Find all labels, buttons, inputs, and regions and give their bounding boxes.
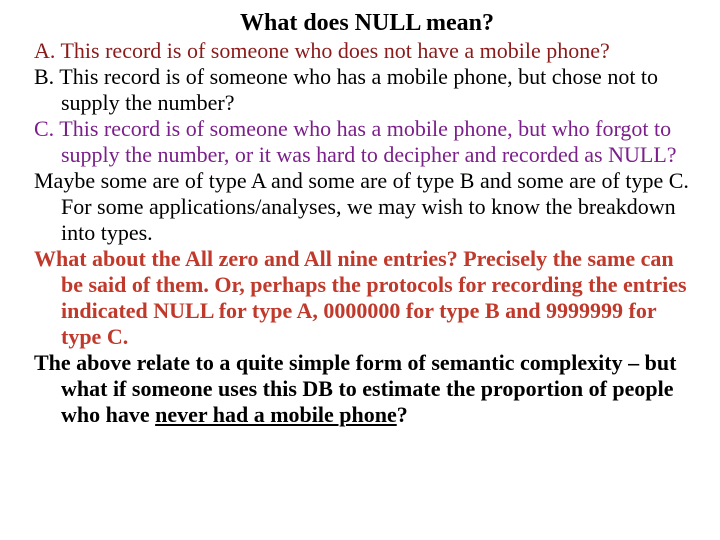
all-zero-text: What about the All zero and All nine entries? Precisely the same can be said of them. Or, perhaps the protocols for recording the entries indicated NULL for type A, 0000000 for type B and 9999999 for type C. <box>34 246 687 349</box>
above-text-after: ? <box>396 402 408 427</box>
all-zero-paragraph <box>34 246 700 350</box>
above-paragraph <box>34 350 700 428</box>
option-a-label: A. <box>34 38 56 63</box>
option-b <box>34 64 700 116</box>
option-a-text: This record is of someone who does not have a mobile phone? <box>55 38 610 63</box>
option-c-text: C. This record is of someone who has a mobile phone, but who forgot to supply the number, or it was hard to decipher and recorded as NULL? <box>34 116 677 167</box>
maybe-text: Maybe some are of type A and some are of type B and some are of type C. For some applications/analyses, we may wish to know the breakdown into types. <box>34 168 689 245</box>
above-underlined-text: never had a mobile phone <box>155 402 397 427</box>
option-b-text: B. This record is of someone who has a mobile phone, but chose not to supply the number? <box>34 64 659 115</box>
above-text-before: The above relate to a quite simple form of semantic complexity – but what if someone uses this DB to estimate the proportion of people who have <box>34 350 677 427</box>
option-c <box>34 116 700 168</box>
option-a <box>34 38 700 64</box>
slide-title: What does NULL mean? <box>239 10 495 36</box>
maybe-paragraph <box>34 168 700 246</box>
